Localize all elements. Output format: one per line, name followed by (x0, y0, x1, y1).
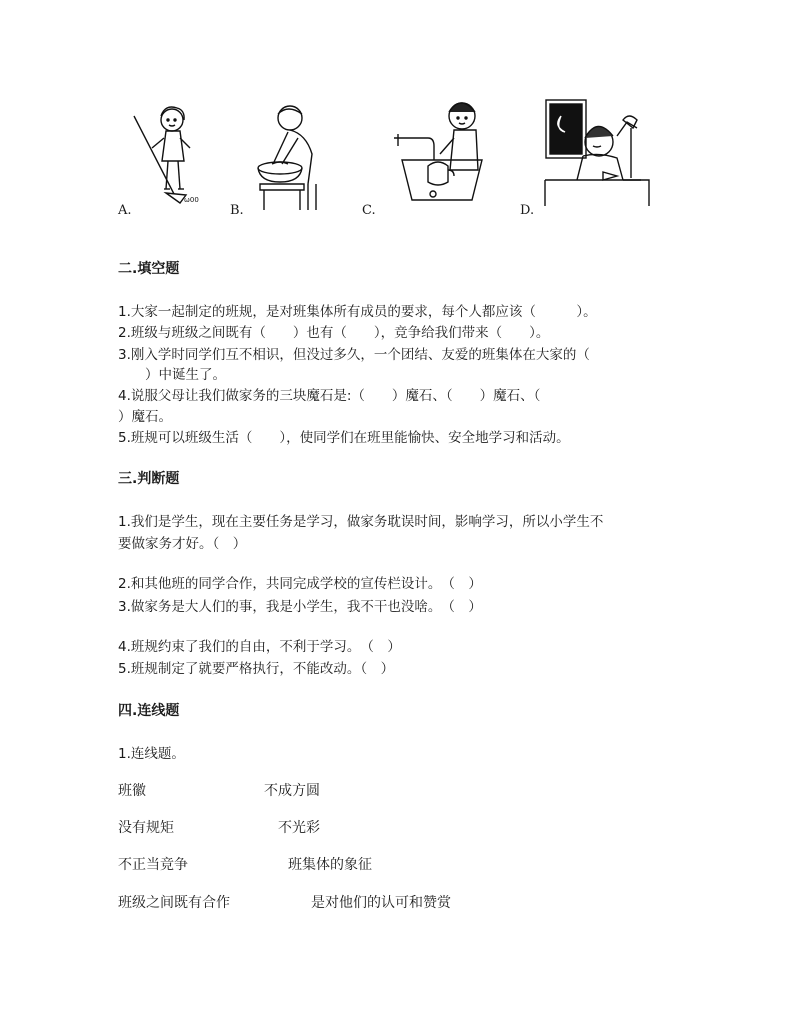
match-right-2: 不光彩 (278, 820, 320, 836)
true-false-q2: 2.和其他班的同学合作，共同完成学校的宣传栏设计。 （ ） (118, 576, 482, 592)
match-left-1: 班徽 (118, 783, 146, 799)
fill-blank-q2: 2.班级与班级之间既有（ ）也有（ ），竞争给我们带来（ ）。 (118, 325, 550, 341)
fill-blank-q4: 4.说服父母让我们做家务的三块魔石是:（ ）魔石、（ ）魔石、（ (118, 388, 541, 404)
fill-blank-q1: 1.大家一起制定的班规，是对班集体所有成员的要求，每个人都应该（ ）。 (118, 304, 597, 320)
illustration-row (0, 90, 794, 230)
section-fill-blank-title: 二.填空题 (118, 261, 180, 277)
match-left-2: 没有规矩 (118, 820, 174, 836)
matching-intro: 1.连线题。 (118, 746, 185, 762)
true-false-q3: 3.做家务是大人们的事，我是小学生，我不干也没啥。 （ ） (118, 599, 482, 615)
match-left-3: 不正当竞争 (118, 857, 188, 873)
match-right-3: 班集体的象征 (288, 857, 372, 873)
section-true-false-title: 三.判断题 (118, 471, 180, 487)
true-false-q5: 5.班规制定了就要严格执行，不能改动。（ ） (118, 661, 395, 677)
option-b-label: B. (230, 203, 244, 218)
girl-sweeping-floor-icon (128, 98, 210, 213)
true-false-q1: 1.我们是学生，现在主要任务是学习，做家务耽误时间，影响学习，所以小学生不 (118, 514, 604, 530)
option-c-label: C. (362, 203, 376, 218)
boy-washing-clothes-icon (250, 98, 340, 213)
section-matching-title: 四.连线题 (118, 703, 180, 719)
option-a-label: A. (118, 203, 132, 218)
option-d-label: D. (520, 203, 535, 218)
match-right-4: 是对他们的认可和赞赏 (311, 895, 451, 911)
match-right-1: 不成方圆 (264, 783, 320, 799)
fill-blank-q3-cont: ）中诞生了。 (118, 367, 226, 383)
boy-washing-dishes-icon (388, 96, 493, 208)
true-false-q1-cont: 要做家务才好。（ ） (118, 536, 247, 552)
fill-blank-q4-cont: ）魔石。 (118, 409, 172, 425)
match-left-4: 班级之间既有合作 (118, 895, 230, 911)
svg-text:ω00: ω00 (184, 196, 199, 204)
fill-blank-q5: 5.班规可以班级生活（ ），使同学们在班里能愉快、安全地学习和活动。 (118, 430, 570, 446)
child-studying-at-desk-icon (543, 96, 651, 208)
fill-blank-q3: 3.刚入学时同学们互不相识，但没过多久，一个团结、友爱的班集体在大家的（ (118, 347, 590, 363)
true-false-q4: 4.班规约束了我们的自由，不利于学习。 （ ） (118, 639, 401, 655)
